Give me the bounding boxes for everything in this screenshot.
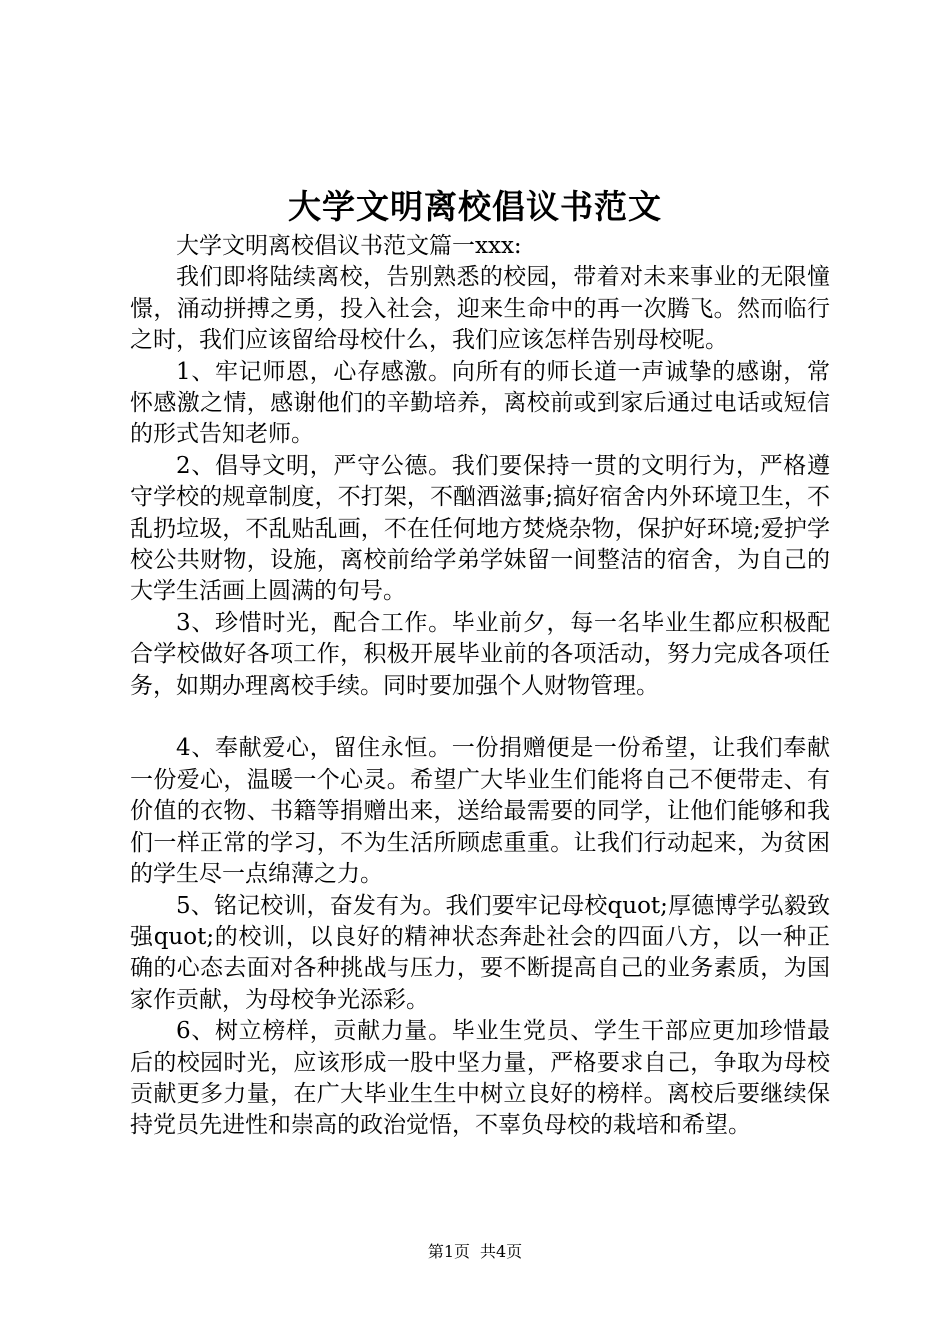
paragraph-opening: 我们即将陆续离校，告别熟悉的校园，带着对未来事业的无限憧憬，涌动拼搏之勇，投入社会，迎来生命中的再一次腾飞。然而临行之时，我们应该留给母校什么，我们应该怎样告别母校呢。: [130, 264, 830, 354]
page-number: 第1页: [427, 1242, 470, 1261]
paragraph-item-3: 3、珍惜时光，配合工作。毕业前夕，每一名毕业生都应积极配合学校做好各项工作，积极开展毕业前的各项活动，努力完成各项任务，如期办理离校手续。同时要加强个人财物管理。: [130, 609, 830, 699]
document-title: 大学文明离校倡议书范文: [288, 187, 662, 226]
paragraph-item-4: 4、奉献爱心，留住永恒。一份捐赠便是一份希望，让我们奉献一份爱心，温暖一个心灵。希望广大毕业生们能将自己不便带走、有价值的衣物、书籍等捐赠出来，送给最需要的同学，让他们能够和我们一样正常的学习，不为生活所顾虑重重。让我们行动起来，为贫困的学生尽一点绵薄之力。: [130, 735, 830, 888]
page-footer: [0, 1240, 950, 1264]
paragraph-intro: 大学文明离校倡议书范文篇一xxx:: [176, 233, 522, 259]
paragraph-gap: [130, 702, 830, 733]
document-body: [130, 231, 830, 1142]
paragraph-item-5: 5、铭记校训，奋发有为。我们要牢记母校quot;厚德博学弘毅致强quot;的校训，以良好的精神状态奔赴社会的四面八方，以一种正确的心态去面对各种挑战与压力，要不断提高自己的业务素质，为国家作贡献，为母校争光添彩。: [130, 892, 830, 1013]
page-total: 共4页: [480, 1242, 523, 1261]
paragraph-item-2: 2、倡导文明，严守公德。我们要保持一贯的文明行为，严格遵守学校的规章制度，不打架，不酗酒滋事;搞好宿舍内外环境卫生，不乱扔垃圾，不乱贴乱画，不在任何地方焚烧杂物，保护好环境;爱护学校公共财物，设施，离校前给学弟学妹留一间整洁的宿舍，为自己的大学生活画上圆满的句号。: [130, 452, 830, 605]
paragraph-item-6: 6、树立榜样，贡献力量。毕业生党员、学生干部应更加珍惜最后的校园时光，应该形成一股中坚力量，严格要求自己，争取为母校贡献更多力量，在广大毕业生生中树立良好的榜样。离校后要继续保持党员先进性和崇高的政治觉悟，不辜负母校的栽培和希望。: [130, 1018, 830, 1139]
paragraph-item-1: 1、牢记师恩，心存感激。向所有的师长道一声诚挚的感谢，常怀感激之情，感谢他们的辛勤培养，离校前或到家后通过电话或短信的形式告知老师。: [130, 358, 830, 448]
